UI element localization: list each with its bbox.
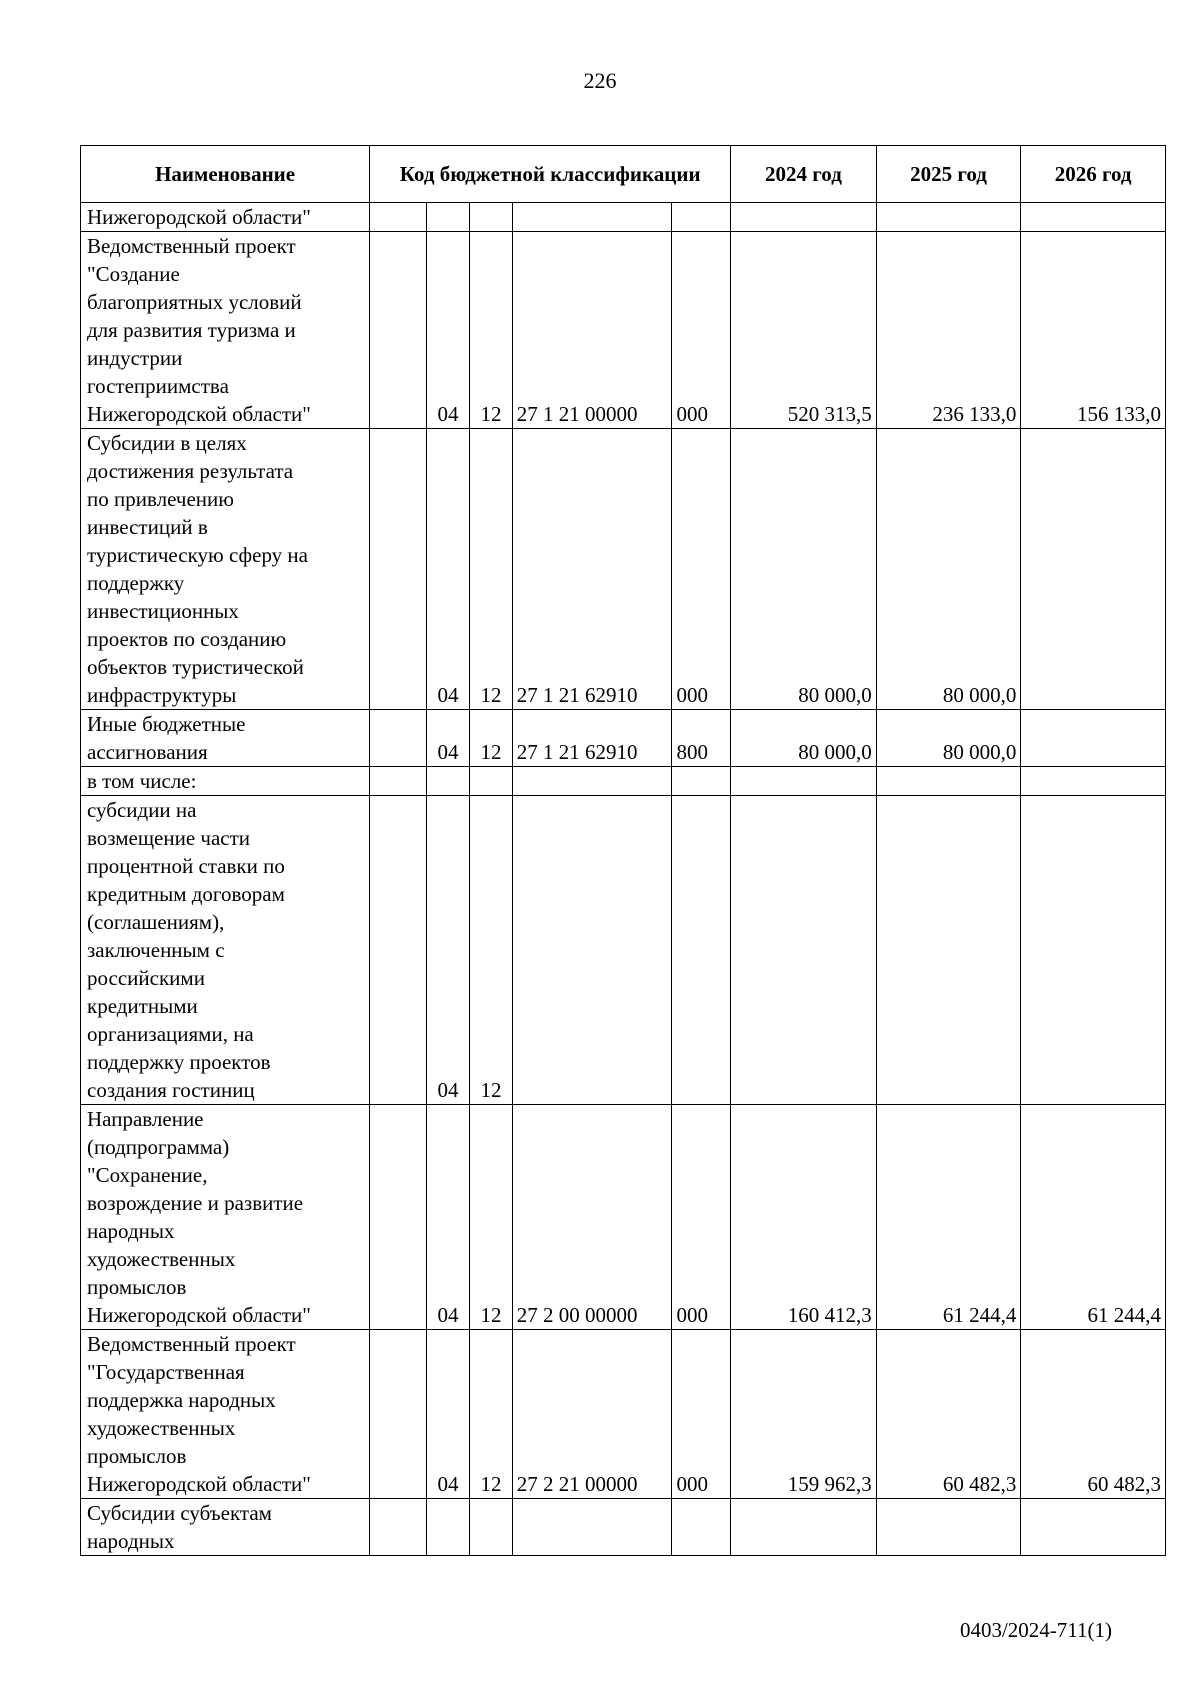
row-expense-type: 000 — [672, 232, 731, 429]
row-subsection — [470, 1499, 512, 1556]
row-section — [426, 203, 469, 232]
row-subsection — [470, 767, 512, 796]
row-expense-type: 000 — [672, 1105, 731, 1330]
row-section — [426, 767, 469, 796]
table-row — [81, 1499, 1166, 1556]
row-amount-2026: 60 482,3 — [1021, 1330, 1166, 1499]
table-row — [81, 767, 1166, 796]
row-name: Ведомственный проект "Создание благоприятных условий для развития туризма и индустрии гостеприимства Нижегородской области" — [81, 232, 370, 429]
row-subsection — [470, 203, 512, 232]
document-code: 0403/2024-711(1) — [959, 1618, 1112, 1642]
row-subsection: 12 — [470, 1105, 512, 1330]
row-subsection: 12 — [470, 796, 512, 1105]
table-row — [81, 1105, 1166, 1330]
row-amount-2024: 159 962,3 — [731, 1330, 877, 1499]
row-amount-2024 — [731, 796, 877, 1105]
row-target-article — [512, 767, 672, 796]
row-extra-code — [370, 1105, 427, 1330]
row-amount-2024 — [731, 1499, 877, 1556]
table-row — [81, 1330, 1166, 1499]
page-number: 226 — [583, 68, 617, 93]
table-row — [81, 232, 1166, 429]
row-name: Ведомственный проект "Государственная поддержка народных художественных промыслов Нижегородской области" — [81, 1330, 370, 1499]
row-amount-2026 — [1021, 796, 1166, 1105]
row-target-article — [512, 203, 672, 232]
row-amount-2026 — [1021, 429, 1166, 710]
table-row — [81, 710, 1166, 767]
row-target-article — [512, 796, 672, 1105]
row-section: 04 — [426, 1330, 469, 1499]
row-section: 04 — [426, 232, 469, 429]
header-name: Наименование — [81, 146, 370, 203]
row-section: 04 — [426, 429, 469, 710]
table-row — [81, 429, 1166, 710]
row-target-article: 27 2 21 00000 — [512, 1330, 672, 1499]
row-target-article: 27 2 00 00000 — [512, 1105, 672, 1330]
row-section: 04 — [426, 1105, 469, 1330]
row-subsection: 12 — [470, 1330, 512, 1499]
row-amount-2025 — [876, 1499, 1021, 1556]
row-name: Направление (подпрограмма) "Сохранение, возрождение и развитие народных художественных промыслов Нижегородской области" — [81, 1105, 370, 1330]
row-extra-code — [370, 232, 427, 429]
row-amount-2025: 61 244,4 — [876, 1105, 1021, 1330]
row-amount-2024: 80 000,0 — [731, 429, 877, 710]
row-amount-2025: 80 000,0 — [876, 710, 1021, 767]
row-amount-2024 — [731, 767, 877, 796]
header-budget-code: Код бюджетной классификации — [370, 146, 731, 203]
row-amount-2026 — [1021, 710, 1166, 767]
row-amount-2024: 80 000,0 — [731, 710, 877, 767]
row-amount-2026: 61 244,4 — [1021, 1105, 1166, 1330]
row-section: 04 — [426, 796, 469, 1105]
row-subsection: 12 — [470, 429, 512, 710]
row-extra-code — [370, 1330, 427, 1499]
row-name: Субсидии субъектам народных — [81, 1499, 370, 1556]
row-target-article — [512, 1499, 672, 1556]
row-expense-type: 000 — [672, 1330, 731, 1499]
header-2024: 2024 год — [731, 146, 877, 203]
row-extra-code — [370, 429, 427, 710]
row-expense-type: 000 — [672, 429, 731, 710]
row-extra-code — [370, 1499, 427, 1556]
row-name: в том числе: — [81, 767, 370, 796]
row-amount-2025: 80 000,0 — [876, 429, 1021, 710]
row-section — [426, 1499, 469, 1556]
row-extra-code — [370, 710, 427, 767]
row-amount-2024: 520 313,5 — [731, 232, 877, 429]
row-target-article: 27 1 21 00000 — [512, 232, 672, 429]
row-expense-type: 800 — [672, 710, 731, 767]
row-subsection: 12 — [470, 232, 512, 429]
table-header-row — [81, 146, 1166, 203]
row-extra-code — [370, 767, 427, 796]
budget-table — [80, 145, 1166, 1556]
row-target-article: 27 1 21 62910 — [512, 429, 672, 710]
row-expense-type — [672, 767, 731, 796]
row-extra-code — [370, 203, 427, 232]
row-amount-2025 — [876, 203, 1021, 232]
row-name: Нижегородской области" — [81, 203, 370, 232]
row-amount-2025: 60 482,3 — [876, 1330, 1021, 1499]
row-subsection: 12 — [470, 710, 512, 767]
row-amount-2024 — [731, 203, 877, 232]
row-section: 04 — [426, 710, 469, 767]
row-amount-2026 — [1021, 203, 1166, 232]
row-amount-2025 — [876, 767, 1021, 796]
row-expense-type — [672, 796, 731, 1105]
row-expense-type — [672, 203, 731, 232]
row-name: Иные бюджетные ассигнования — [81, 710, 370, 767]
row-expense-type — [672, 1499, 731, 1556]
row-target-article: 27 1 21 62910 — [512, 710, 672, 767]
header-2026: 2026 год — [1021, 146, 1166, 203]
row-amount-2026 — [1021, 1499, 1166, 1556]
row-amount-2026: 156 133,0 — [1021, 232, 1166, 429]
row-name: субсидии на возмещение части процентной ставки по кредитным договорам (соглашениям), заключенным с российскими кредитными организациями, на поддержку проектов создания гостиниц — [81, 796, 370, 1105]
row-amount-2024: 160 412,3 — [731, 1105, 877, 1330]
row-amount-2025 — [876, 796, 1021, 1105]
table-row — [81, 796, 1166, 1105]
row-amount-2025: 236 133,0 — [876, 232, 1021, 429]
row-amount-2026 — [1021, 767, 1166, 796]
row-name: Субсидии в целях достижения результата по привлечению инвестиций в туристическую сферу на поддержку инвестиционных проектов по созданию объектов туристической инфраструктуры — [81, 429, 370, 710]
header-2025: 2025 год — [876, 146, 1021, 203]
table-row — [81, 203, 1166, 232]
row-extra-code — [370, 796, 427, 1105]
